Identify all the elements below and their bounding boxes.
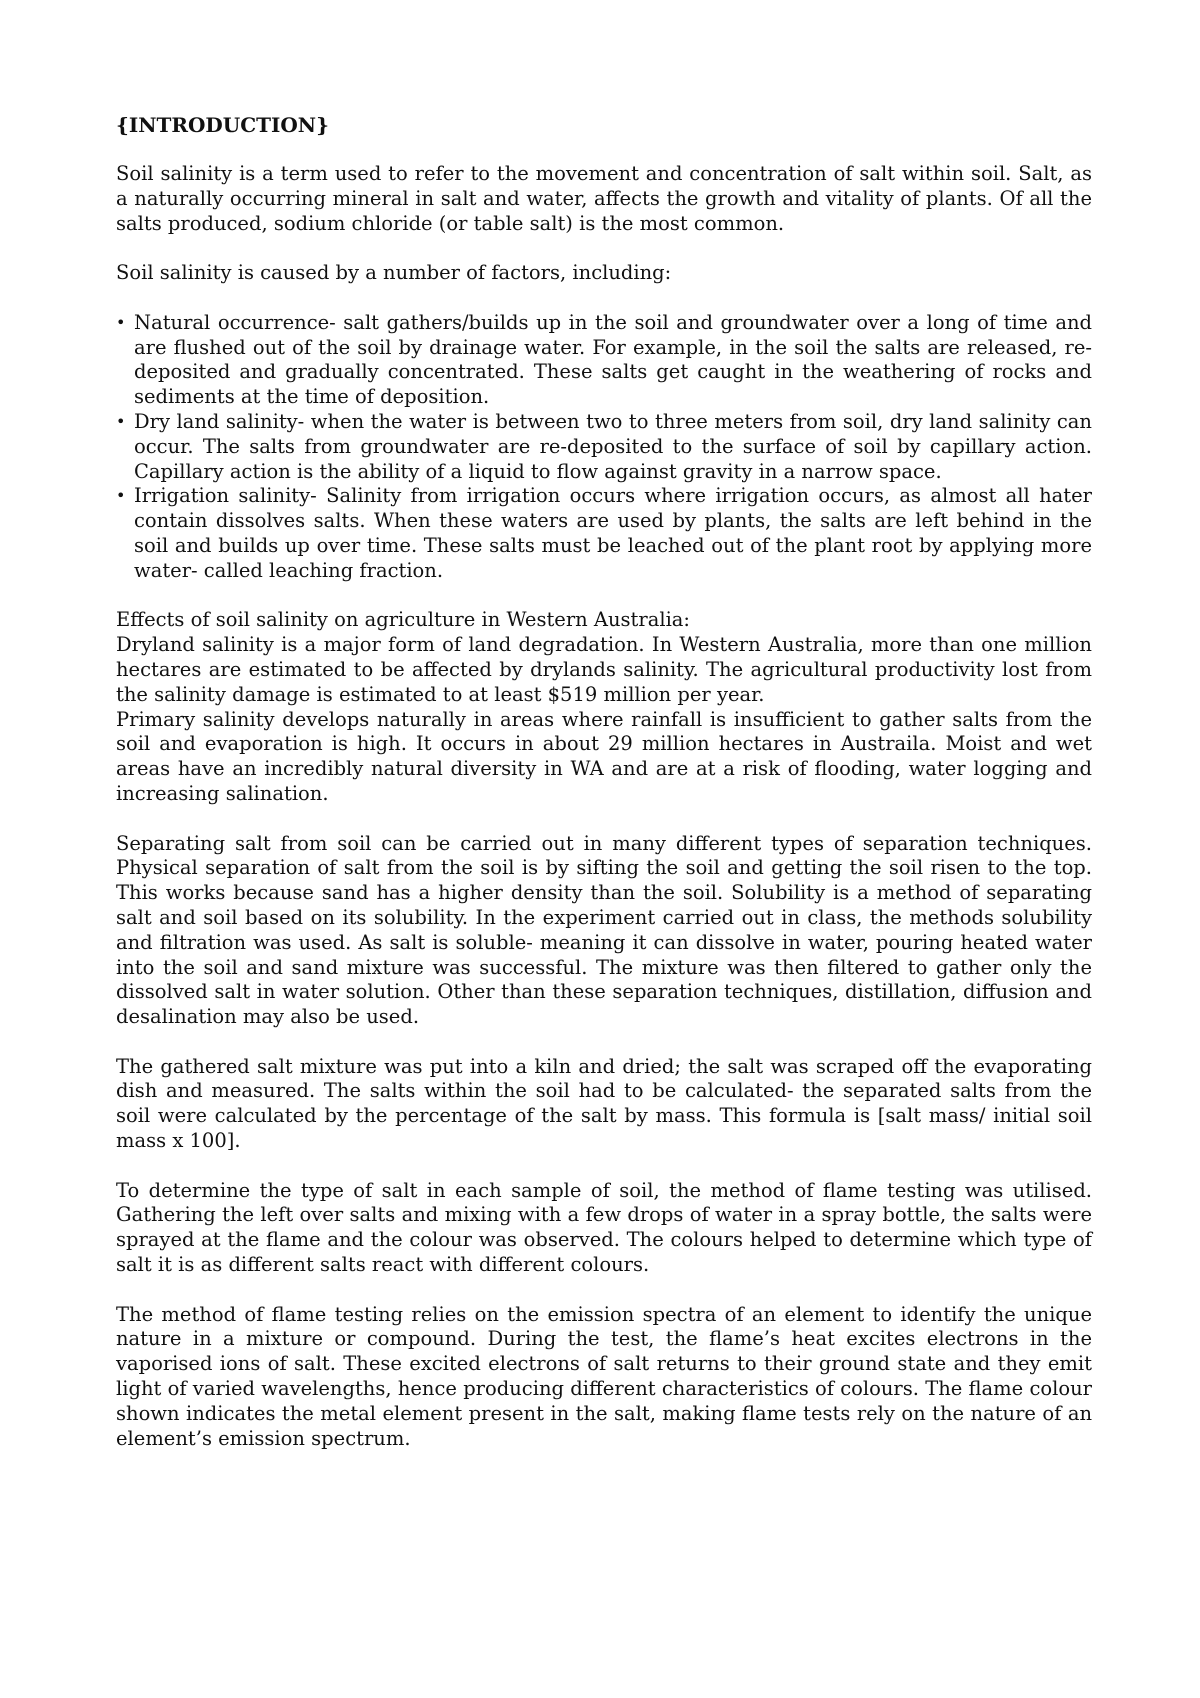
list-item-text: Irrigation salinity- Salinity from irrigation occurs where irrigation occurs, as almost all hater contain dissolves salts. When these waters are used by plants, the salts are left behind in the soil and builds up over time. These salts must be leached out of the plant root by applying more water- called leaching fraction.: [134, 484, 1092, 582]
list-item: [116, 410, 1092, 484]
intro-paragraph: Soil salinity is a term used to refer to the movement and concentration of salt within soil. Salt, as a naturally occurring mineral in salt and water, affects the growth and vitality of plants. Of all the salts produced, sodium chloride (or table salt) is the most common.: [116, 162, 1092, 235]
effects-title: Effects of soil salinity on agriculture in Western Australia:: [116, 608, 691, 632]
list-item-text: Natural occurrence- salt gathers/builds up in the soil and groundwater over a long of time and are flushed out of the soil by drainage water. For example, in the soil the salts are released, re-deposited and gradually concentrated. These salts get caught in the weathering of rocks and sediments at the time of deposition.: [134, 310, 1092, 409]
causes-list: [116, 311, 1092, 584]
causes-lead-paragraph: Soil salinity is caused by a number of factors, including:: [116, 261, 672, 285]
bullet-icon: •: [116, 312, 126, 332]
list-item: [116, 311, 1092, 410]
effects-paragraph-dryland: Dryland salinity is a major form of land degradation. In Western Australia, more than one million hectares are estimated to be affected by drylands salinity. The agricultural productivity lost from the salinity damage is estimated to at least $519 million per year.: [116, 633, 1092, 706]
list-item: [116, 484, 1092, 583]
list-item-text: Dry land salinity- when the water is between two to three meters from soil, dry land salinity can occur. The salts from groundwater are re-deposited to the surface of soil by capillary action. Capillary action is the ability of a liquid to flow against gravity in a narrow space.: [134, 409, 1092, 483]
bullet-icon: •: [116, 411, 126, 431]
effects-paragraph-primary: Primary salinity develops naturally in areas where rainfall is insufficient to gather salts from the soil and evaporation is high. It occurs in about 29 million hectares in Austraila. Moist and wet areas have an incredibly natural diversity in WA and are at a risk of flooding, water logging and increasing salination.: [116, 707, 1092, 805]
flame-method-paragraph: The method of flame testing relies on the emission spectra of an element to identify the unique nature in a mixture or compound. During the test, the flame’s heat excites electrons in the vaporised ions of salt. These excited electrons of salt returns to their ground state and they emit light of varied wavelengths, hence producing different characteristics of colours. The flame colour shown indicates the metal element present in the salt, making flame tests rely on the nature of an element’s emission spectrum.: [116, 1302, 1092, 1450]
document-body: [116, 112, 1092, 1451]
determine-paragraph: To determine the type of salt in each sample of soil, the method of flame testing was utilised. Gathering the left over salts and mixing with a few drops of water in a spray bottle, the salts were sprayed at the flame and the colour was observed. The colours helped to determine which type of salt it is as different salts react with different colours.: [116, 1178, 1092, 1277]
separating-paragraph: Separating salt from soil can be carried out in many different types of separation techniques. Physical separation of salt from the soil is by sifting the soil and getting the soil risen to the top. This works because sand has a higher density than the soil. Solubility is a method of separating salt and soil based on its solubility. In the experiment carried out in class, the methods solubility and filtration was used. As salt is soluble- meaning it can dissolve in water, pouring heated water into the soil and sand mixture was successful. The mixture was then filtered to gather only the dissolved salt in water solution. Other than these separation techniques, distillation, diffusion and desalination may also be used.: [116, 831, 1092, 1029]
section-heading: {INTRODUCTION}: [116, 113, 329, 137]
bullet-icon: •: [116, 486, 126, 506]
gathered-paragraph: The gathered salt mixture was put into a kiln and dried; the salt was scraped off the evaporating dish and measured. The salts within the soil had to be calculated- the separated salts from the soil were calculated by the percentage of the salt by mass. This formula is [salt mass/ initial soil mass x 100].: [116, 1054, 1092, 1153]
